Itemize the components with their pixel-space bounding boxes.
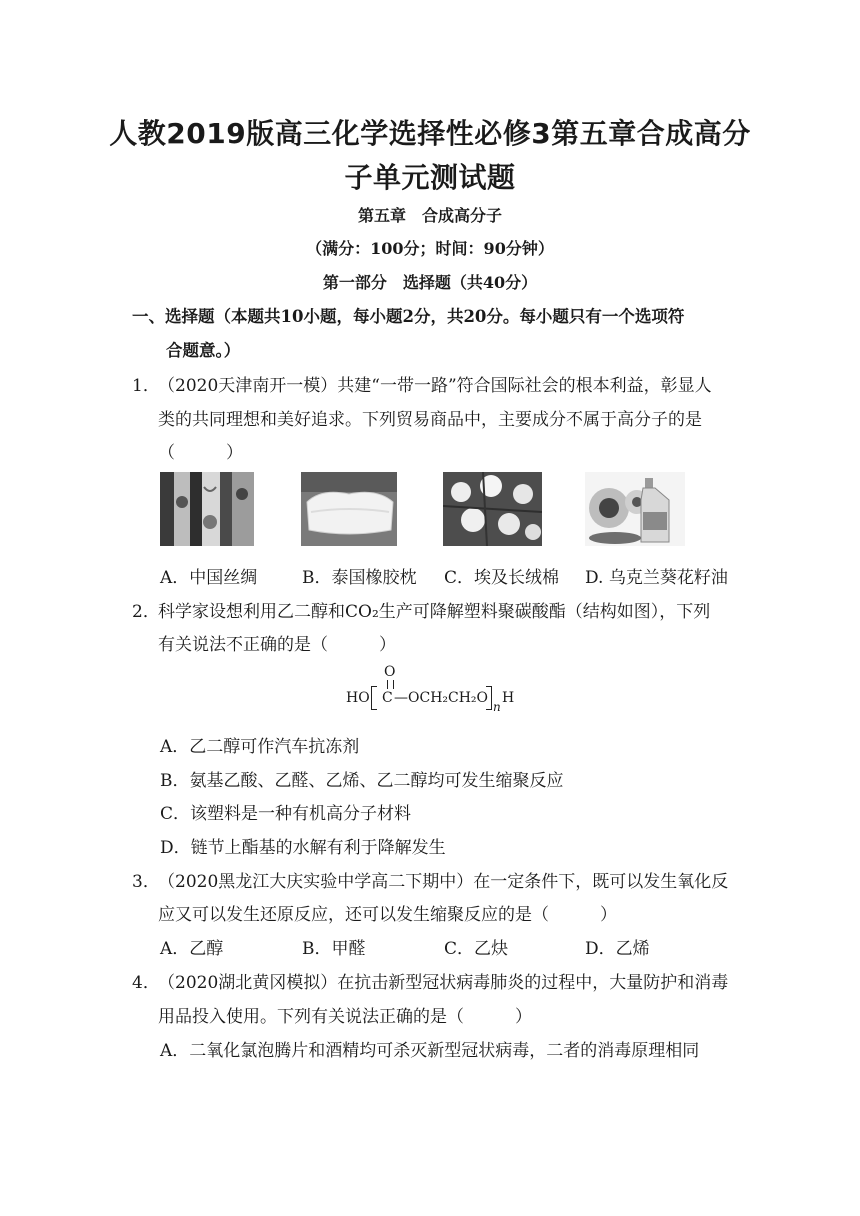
option-c: C．该塑料是一种有机高分子材料 [160, 804, 412, 824]
formula-double-bond [387, 680, 394, 689]
formula-subscript-n: n [493, 700, 501, 714]
structural-formula [346, 664, 526, 712]
option-b: B．泰国橡胶枕 [302, 568, 417, 588]
formula-ho: HO [346, 690, 370, 706]
formula-bracket-left [371, 686, 377, 710]
formula-chain: —OCH₂CH₂O [394, 690, 489, 706]
section-heading: 一、选择题（本题共10小题，每小题2分，共20分。每小题只有一个选项符 [132, 307, 685, 326]
question-number: 1． [132, 376, 160, 396]
option-c: C．埃及长绒棉 [444, 568, 560, 588]
question-text: （2020黑龙江大庆实验中学高二下期中）在一定条件下，既可以发生氧化反 [158, 872, 729, 892]
silk-image [160, 472, 254, 546]
question-text: 科学家设想利用乙二醇和CO₂生产可降解塑料聚碳酸酯（结构如图），下列 [158, 602, 711, 622]
score-time: （满分：100分；时间：90分钟） [306, 239, 554, 258]
formula-carbonyl-o: O [384, 664, 396, 680]
question-text: 类的共同理想和美好追求。下列贸易商品中，主要成分不属于高分子的是 [158, 410, 702, 430]
latex-pillow-image [301, 472, 397, 546]
option-d: D．链节上酯基的水解有利于降解发生 [160, 838, 446, 858]
section-heading-cont: 合题意。） [166, 341, 241, 360]
cotton-image [443, 472, 542, 546]
formula-bracket-right [486, 686, 492, 710]
question-number: 2． [132, 602, 160, 622]
formula-h: H [502, 690, 515, 706]
chapter-heading: 第五章 合成高分子 [357, 206, 502, 225]
option-b: B．氨基乙酸、乙醛、乙烯、乙二醇均可发生缩聚反应 [160, 771, 564, 791]
option-a: A．二氧化氯泡腾片和酒精均可杀灭新型冠状病毒，二者的消毒原理相同 [160, 1041, 700, 1061]
document-title-line1: 人教2019版高三化学选择性必修3第五章合成高分 [109, 117, 751, 150]
document-title-line2: 子单元测试题 [344, 161, 516, 194]
sunflower-oil-image [585, 472, 685, 546]
option-d: D．乙烯 [585, 939, 650, 959]
option-a: A．乙二醇可作汽车抗冻剂 [160, 737, 360, 757]
part-heading: 第一部分 选择题（共40分） [322, 273, 538, 292]
formula-carbon: C [382, 690, 393, 706]
option-a: A．中国丝绸 [160, 568, 258, 588]
option-b: B．甲醛 [302, 939, 366, 959]
option-d: D. 乌克兰葵花籽油 [585, 568, 728, 588]
answer-bracket: （ ） [158, 443, 243, 463]
question-number: 3． [132, 872, 160, 892]
question-text: 有关说法不正确的是（ ） [158, 635, 396, 655]
option-c: C．乙炔 [444, 939, 509, 959]
question-text: 用品投入使用。下列有关说法正确的是（ ） [158, 1007, 532, 1027]
question-text: 应又可以发生还原反应，还可以发生缩聚反应的是（ ） [158, 905, 617, 925]
question-number: 4． [132, 973, 160, 993]
option-a: A．乙醇 [160, 939, 224, 959]
question-text: （2020天津南开一模）共建“一带一路”符合国际社会的根本利益，彰显人 [158, 376, 712, 396]
question-text: （2020湖北黄冈模拟）在抗击新型冠状病毒肺炎的过程中，大量防护和消毒 [158, 973, 729, 993]
